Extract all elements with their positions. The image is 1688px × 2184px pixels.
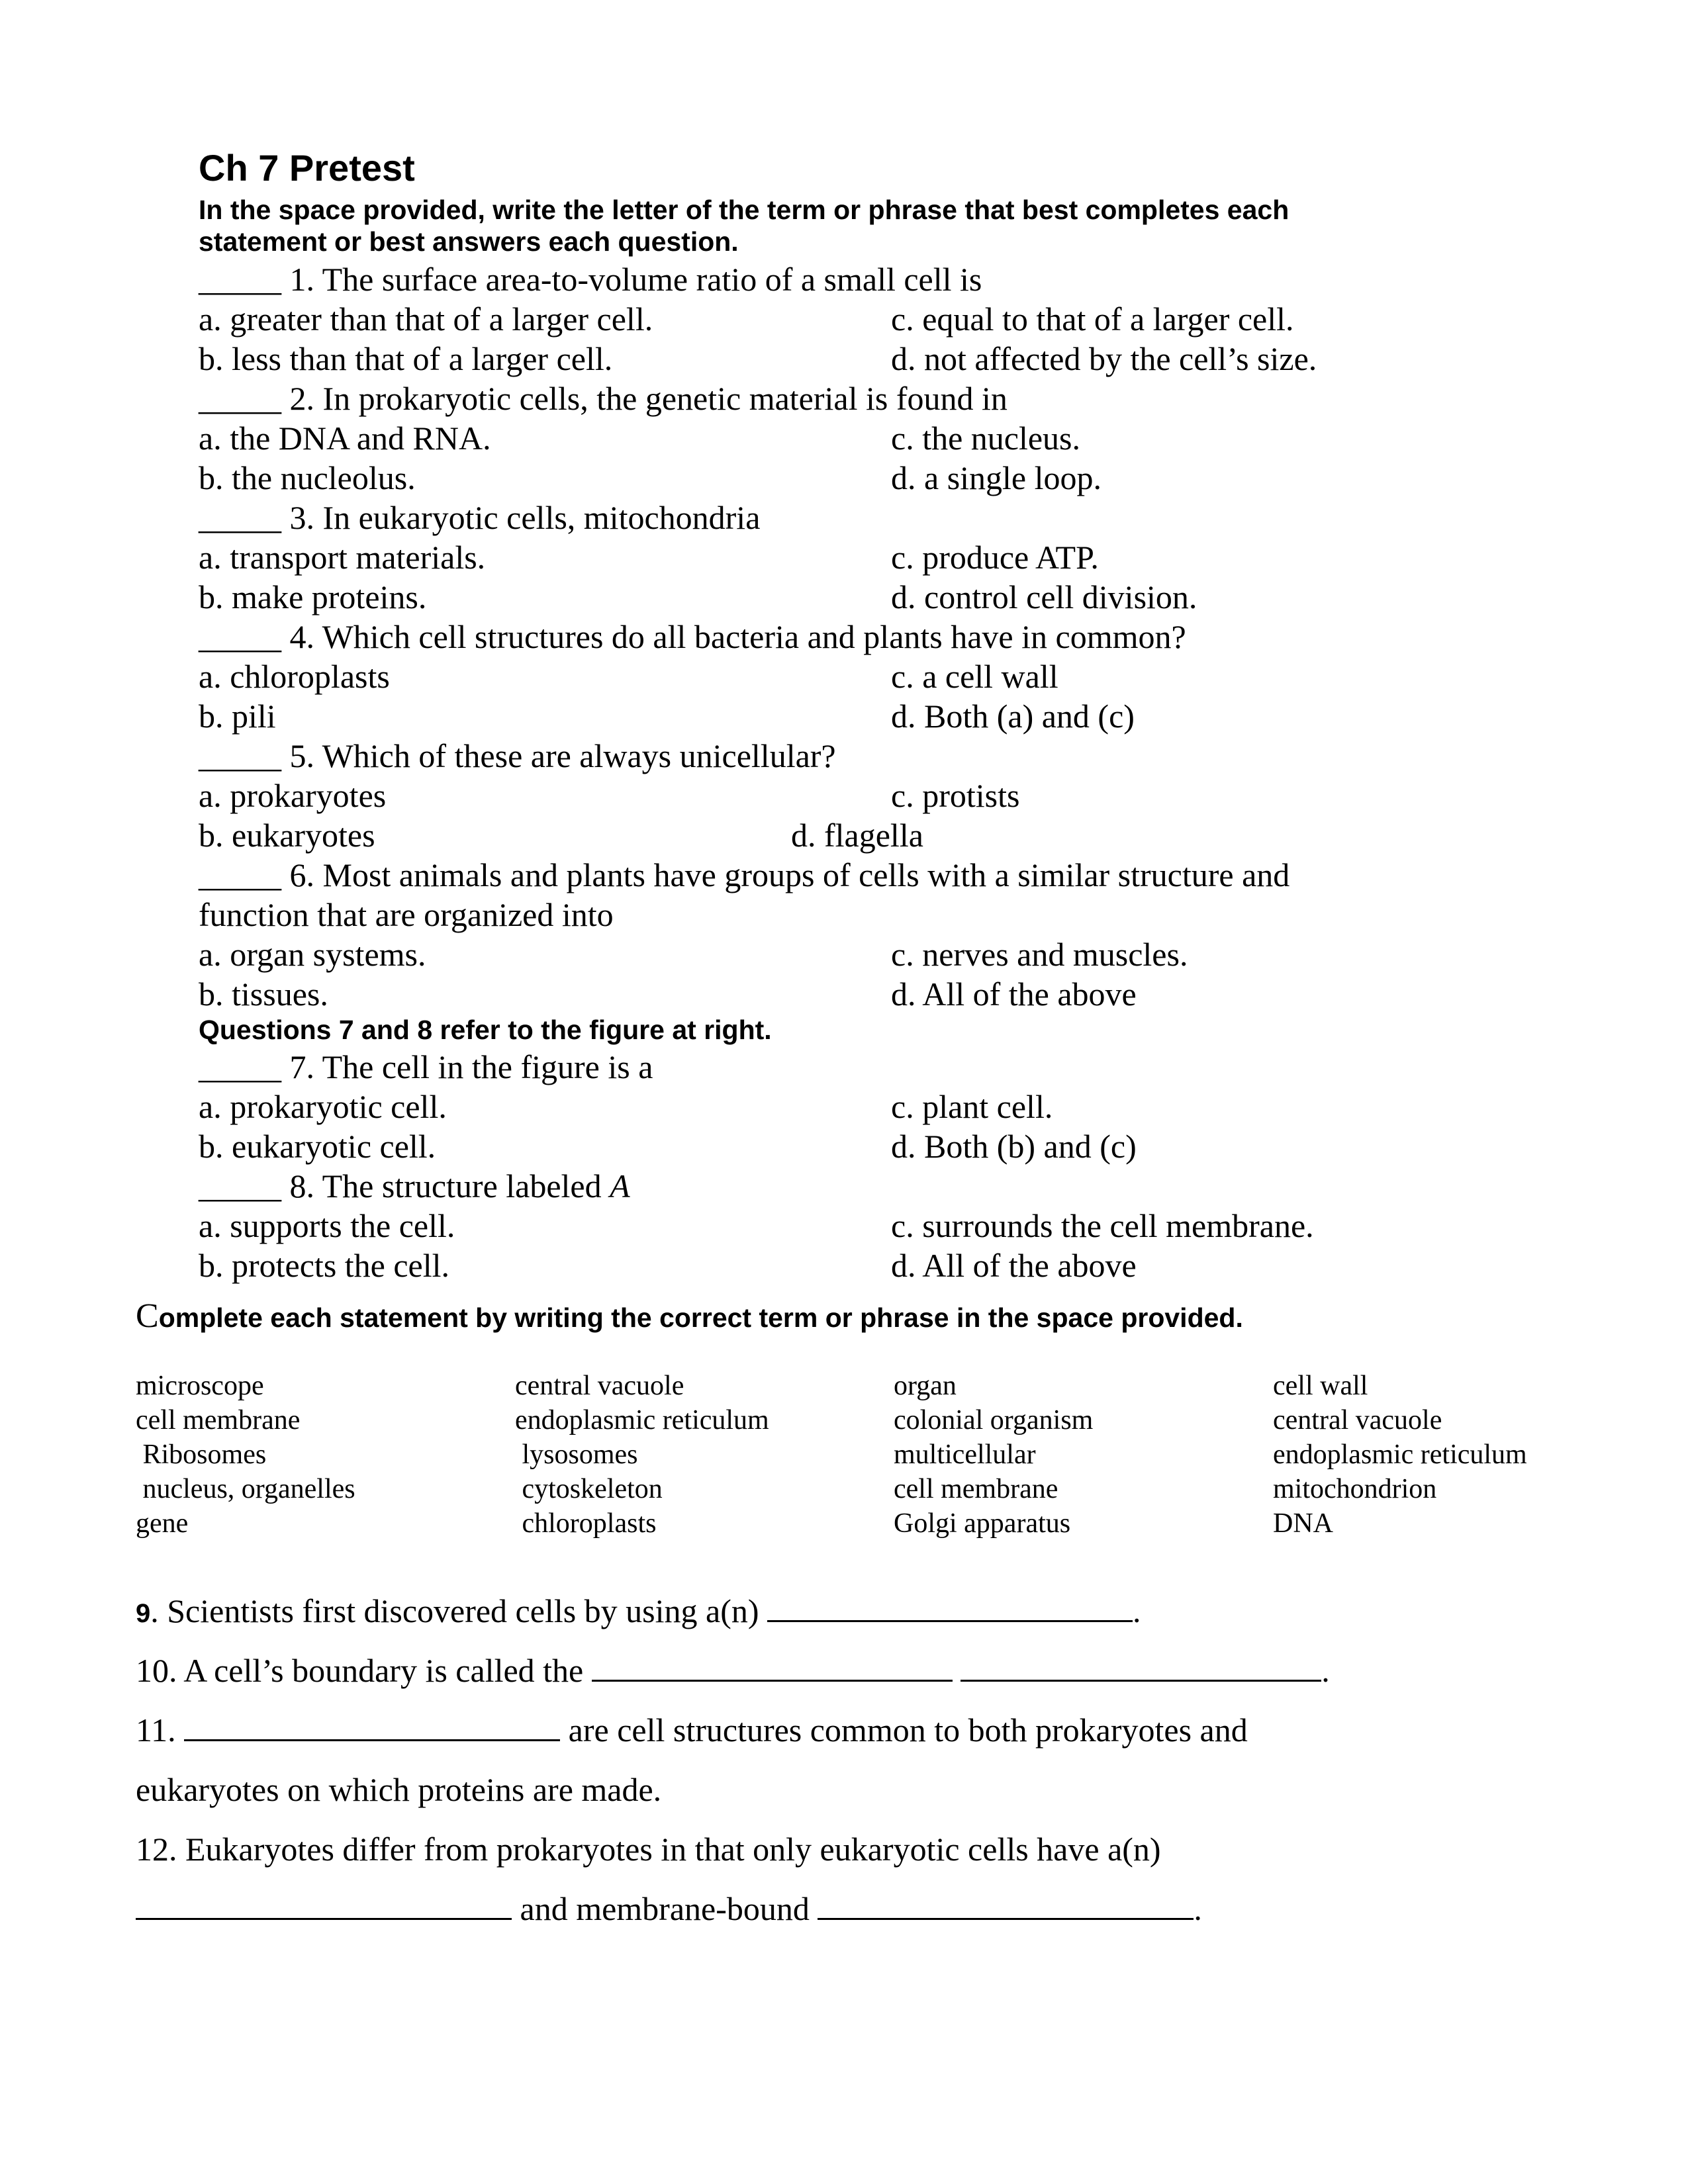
q6-option-c: c. nerves and muscles. <box>891 936 1188 973</box>
question-11: 11. are cell structures common to both prokaryotes and <box>136 1711 1248 1749</box>
q7-option-a: a. prokaryotic cell. <box>199 1088 447 1125</box>
q2-option-a: a. the DNA and RNA. <box>199 420 491 457</box>
question-2-stem: _____ 2. In prokaryotic cells, the genetic material is found in <box>199 380 1008 417</box>
q3-option-a: a. transport materials. <box>199 539 486 576</box>
label-a-italic: A <box>610 1167 630 1205</box>
q5-option-b: b. eukaryotes <box>199 817 375 854</box>
q3-option-c: c. produce ATP. <box>891 539 1099 576</box>
word-bank-item: endoplasmic reticulum <box>1273 1439 1527 1470</box>
word-bank-item: organ <box>894 1371 957 1401</box>
word-bank-item: cell membrane <box>894 1474 1058 1504</box>
word-bank-item: Golgi apparatus <box>894 1508 1071 1539</box>
q1-option-d: d. not affected by the cell’s size. <box>891 340 1317 377</box>
question-12-line-2: and membrane-bound . <box>136 1889 1202 1929</box>
question-1-stem: _____ 1. The surface area-to-volume ratio of a small cell is <box>199 261 982 298</box>
question-3-stem: _____ 3. In eukaryotic cells, mitochondria <box>199 499 761 536</box>
answer-blank-9[interactable] <box>767 1592 1133 1622</box>
answer-blank-10a[interactable] <box>592 1652 953 1682</box>
q2-option-b: b. the nucleolus. <box>199 459 416 496</box>
word-bank-item: chloroplasts <box>515 1508 657 1539</box>
word-bank-item: DNA <box>1273 1508 1333 1539</box>
q8-option-a: a. supports the cell. <box>199 1207 455 1244</box>
q5-option-c: c. protists <box>891 777 1020 814</box>
q1-option-b: b. less than that of a larger cell. <box>199 340 613 377</box>
q4-option-b: b. pili <box>199 698 276 735</box>
q4-option-d: d. Both (a) and (c) <box>891 698 1135 735</box>
q2-option-d: d. a single loop. <box>891 459 1102 496</box>
q1-option-a: a. greater than that of a larger cell. <box>199 300 653 338</box>
word-bank-item: lysosomes <box>515 1439 638 1470</box>
word-bank-item: colonial organism <box>894 1405 1094 1435</box>
word-bank-item: microscope <box>136 1371 264 1401</box>
question-6-stem-line-2: function that are organized into <box>199 896 614 933</box>
q3-option-b: b. make proteins. <box>199 578 427 615</box>
q3-option-d: d. control cell division. <box>891 578 1197 615</box>
question-8-stem: _____ 8. The structure labeled A <box>199 1167 630 1205</box>
question-4-stem: _____ 4. Which cell structures do all bacteria and plants have in common? <box>199 618 1186 655</box>
question-9: 9. Scientists first discovered cells by using a(n) . <box>136 1592 1141 1629</box>
section-2-heading: Complete each statement by writing the correct term or phrase in the space provided. <box>136 1297 1243 1335</box>
q5-option-a: a. prokaryotes <box>199 777 387 814</box>
word-bank-item: nucleus, organelles <box>136 1474 355 1504</box>
q6-option-b: b. tissues. <box>199 976 328 1013</box>
q6-option-a: a. organ systems. <box>199 936 426 973</box>
word-bank-item: endoplasmic reticulum <box>515 1405 769 1435</box>
instructions-line-1: In the space provided, write the letter of the term or phrase that best completes each <box>199 195 1289 225</box>
q8-option-c: c. surrounds the cell membrane. <box>891 1207 1314 1244</box>
figure-note: Questions 7 and 8 refer to the figure at right. <box>199 1015 772 1045</box>
word-bank-item: mitochondrion <box>1273 1474 1437 1504</box>
q5-option-d: d. flagella <box>791 817 923 854</box>
instructions-line-2: statement or best answers each question. <box>199 226 739 257</box>
question-6-stem-line-1: _____ 6. Most animals and plants have groups of cells with a similar structure and <box>199 856 1290 893</box>
question-7-stem: _____ 7. The cell in the figure is a <box>199 1048 653 1085</box>
q1-option-c: c. equal to that of a larger cell. <box>891 300 1294 338</box>
word-bank-item: gene <box>136 1508 189 1539</box>
q8-option-b: b. protects the cell. <box>199 1247 450 1284</box>
page-title: Ch 7 Pretest <box>199 147 415 189</box>
word-bank-item: multicellular <box>894 1439 1036 1470</box>
q8-option-d: d. All of the above <box>891 1247 1137 1284</box>
q7-option-d: d. Both (b) and (c) <box>891 1128 1137 1165</box>
answer-blank-10b[interactable] <box>961 1652 1321 1682</box>
question-11-line-2: eukaryotes on which proteins are made. <box>136 1771 662 1808</box>
q4-option-c: c. a cell wall <box>891 658 1058 695</box>
q7-option-b: b. eukaryotic cell. <box>199 1128 436 1165</box>
word-bank-item: cytoskeleton <box>515 1474 663 1504</box>
q7-option-c: c. plant cell. <box>891 1088 1053 1125</box>
word-bank-item: central vacuole <box>1273 1405 1442 1435</box>
answer-blank-11[interactable] <box>184 1711 560 1741</box>
question-10: 10. A cell’s boundary is called the . <box>136 1652 1330 1689</box>
word-bank-item: cell membrane <box>136 1405 301 1435</box>
q4-option-a: a. chloroplasts <box>199 658 390 695</box>
answer-blank-12a[interactable] <box>136 1890 512 1920</box>
answer-blank-12b[interactable] <box>818 1890 1194 1920</box>
word-bank-item: cell wall <box>1273 1371 1368 1401</box>
word-bank-item: central vacuole <box>515 1371 684 1401</box>
q2-option-c: c. the nucleus. <box>891 420 1081 457</box>
q6-option-d: d. All of the above <box>891 976 1137 1013</box>
word-bank-item: Ribosomes <box>136 1439 267 1470</box>
question-12-line-1: 12. Eukaryotes differ from prokaryotes in that only eukaryotic cells have a(n) <box>136 1831 1161 1868</box>
question-5-stem: _____ 5. Which of these are always unicellular? <box>199 737 836 774</box>
